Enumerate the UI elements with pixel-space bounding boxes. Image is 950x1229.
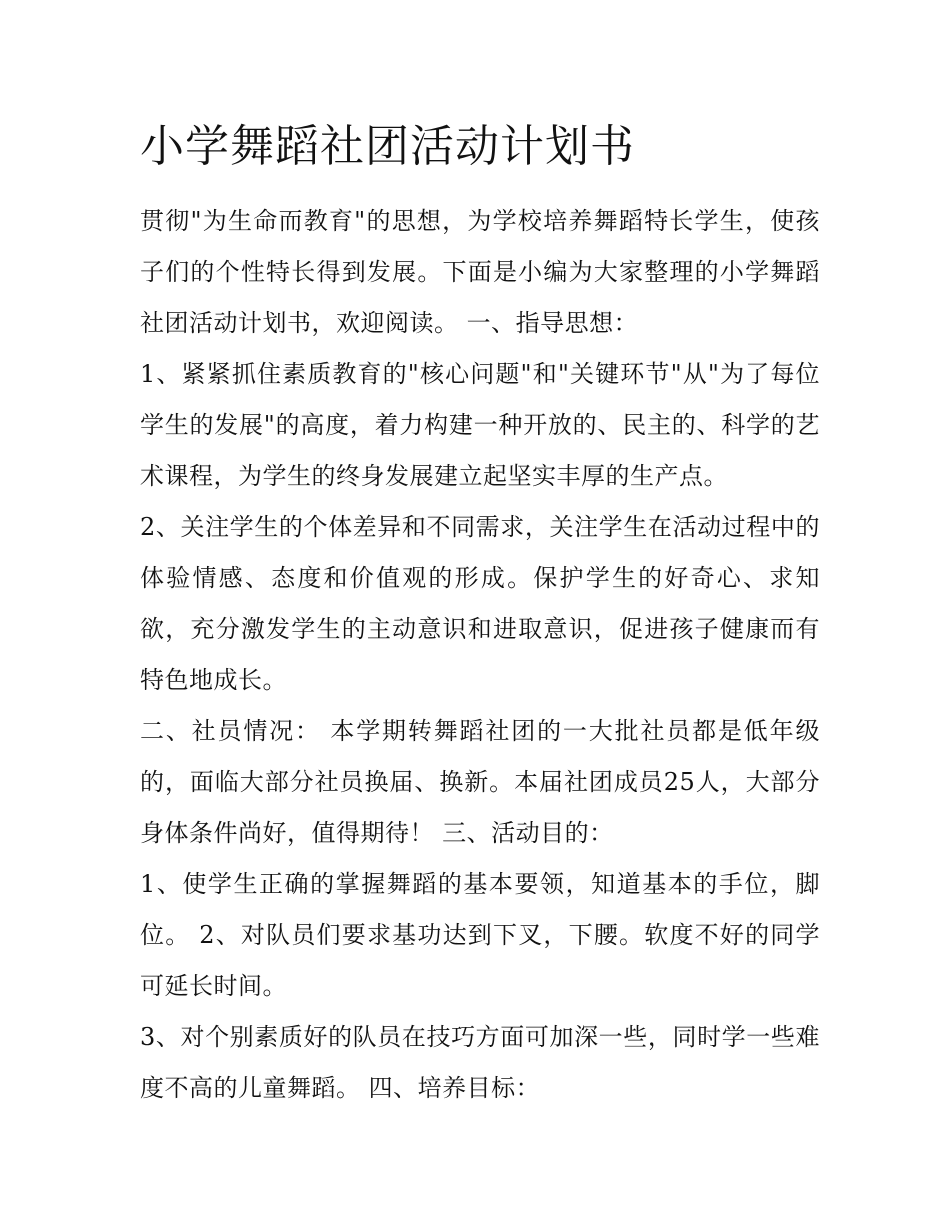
paragraph-guideline-1: 1、紧紧抓住素质教育的"核心问题"和"关键环节"从"为了每位学生的发展"的高度，着力构建一种开放的、民主的、科学的艺术课程，为学生的终身发展建立起坚实丰厚的生产点。	[140, 360, 820, 490]
paragraph-members: 二、社员情况： 本学期转舞蹈社团的一大批社员都是低年级的，面临大部分社员换届、换新。本届社团成员25人，大部分身体条件尚好，值得期待！ 三、活动目的：	[140, 717, 820, 847]
paragraph-guideline-2: 2、关注学生的个体差异和不同需求，关注学生在活动过程中的体验情感、态度和价值观的形成。保护学生的好奇心、求知欲，充分激发学生的主动意识和进取意识，促进孩子健康而有特色地成长。	[140, 513, 820, 694]
paragraph-intro: 贯彻"为生命而教育"的思想，为学校培养舞蹈特长学生，使孩子们的个性特长得到发展。下面是小编为大家整理的小学舞蹈社团活动计划书，欢迎阅读。 一、指导思想：	[140, 207, 820, 337]
document-body	[140, 112, 820, 1114]
paragraph-purpose-3: 3、对个别素质好的队员在技巧方面可加深一些，同时学一些难度不高的儿童舞蹈。 四、培养目标：	[140, 1023, 820, 1102]
document-title: 小学舞蹈社团活动计划书	[140, 121, 635, 172]
paragraph-purpose-1-2: 1、使学生正确的掌握舞蹈的基本要领，知道基本的手位，脚位。 2、对队员们要求基功达到下叉，下腰。软度不好的同学可延长时间。	[140, 870, 820, 1000]
